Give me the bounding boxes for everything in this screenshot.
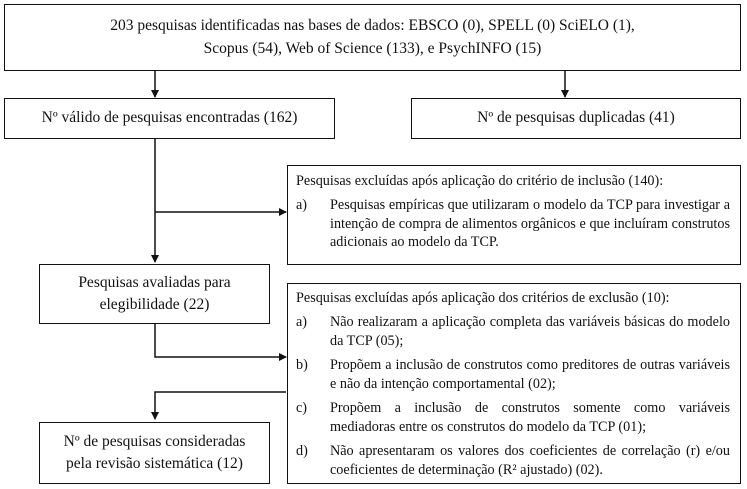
arrow-eligibility-to-exclusion bbox=[155, 324, 286, 357]
exclusion-criteria-title: Pesquisas excluídas após aplicação dos critérios de exclusão (10): bbox=[296, 290, 670, 306]
final-studies-box bbox=[39, 422, 270, 484]
eligibility-box bbox=[39, 264, 270, 324]
duplicate-studies-box bbox=[411, 98, 741, 139]
item-text: Pesquisas empíricas que utilizaram o modelo da TCP para investigar a intenção de compra de alimentos orgânicos e que incluíram construtos adicionais ao modelo da TCP. bbox=[330, 197, 730, 251]
item-marker: a) bbox=[296, 197, 308, 214]
duplicate-studies-label: Nº de pesquisas duplicadas (41) bbox=[477, 109, 675, 127]
arrow-to-final bbox=[155, 392, 286, 419]
item-marker: a) bbox=[296, 314, 308, 331]
item-text: Propõem a inclusão de construtos como preditores de outras variáveis e não da intenção comportamental (02); bbox=[330, 357, 730, 392]
item-text: Não realizaram a aplicação completa das variáveis básicas do modelo da TCP (05); bbox=[330, 314, 730, 349]
identified-studies-line2: Scopus (54), Web of Science (133), e PsychINFO (15) bbox=[203, 39, 542, 57]
item-text: Propõem a inclusão de construtos somente como variáveis mediadoras entre os construtos do modelo da TCP (01); bbox=[330, 400, 730, 435]
exclusion-criterion-item bbox=[296, 442, 730, 479]
inclusion-criteria-box bbox=[287, 165, 741, 265]
item-marker: c) bbox=[296, 400, 308, 417]
exclusion-criterion-item bbox=[296, 356, 730, 393]
identified-studies-line1: 203 pesquisas identificadas nas bases de dados: EBSCO (0), SPELL (0) SciELO (1), bbox=[110, 17, 635, 35]
inclusion-criterion-item bbox=[296, 196, 730, 251]
identified-studies-box bbox=[4, 4, 741, 71]
final-studies-line2: pela revisão sistemática (12) bbox=[66, 455, 243, 472]
exclusion-criteria-box bbox=[287, 283, 741, 484]
valid-studies-label: Nº válido de pesquisas encontradas (162) bbox=[41, 109, 298, 127]
valid-studies-box bbox=[4, 98, 335, 139]
inclusion-criteria-title: Pesquisas excluídas após aplicação do critério de inclusão (140): bbox=[296, 173, 664, 189]
final-studies-line1: Nº de pesquisas consideradas bbox=[63, 432, 246, 450]
exclusion-criterion-item bbox=[296, 313, 730, 350]
item-marker: d) bbox=[296, 443, 308, 460]
item-text: Não apresentaram os valores dos coeficientes de correlação (r) e/ou coeficientes de determinação (R² ajustado) (02). bbox=[330, 443, 730, 478]
exclusion-criterion-item bbox=[296, 399, 730, 436]
eligibility-line1: Pesquisas avaliadas para bbox=[78, 273, 231, 291]
item-marker: b) bbox=[296, 357, 308, 374]
eligibility-line2: elegibilidade (22) bbox=[99, 296, 210, 313]
